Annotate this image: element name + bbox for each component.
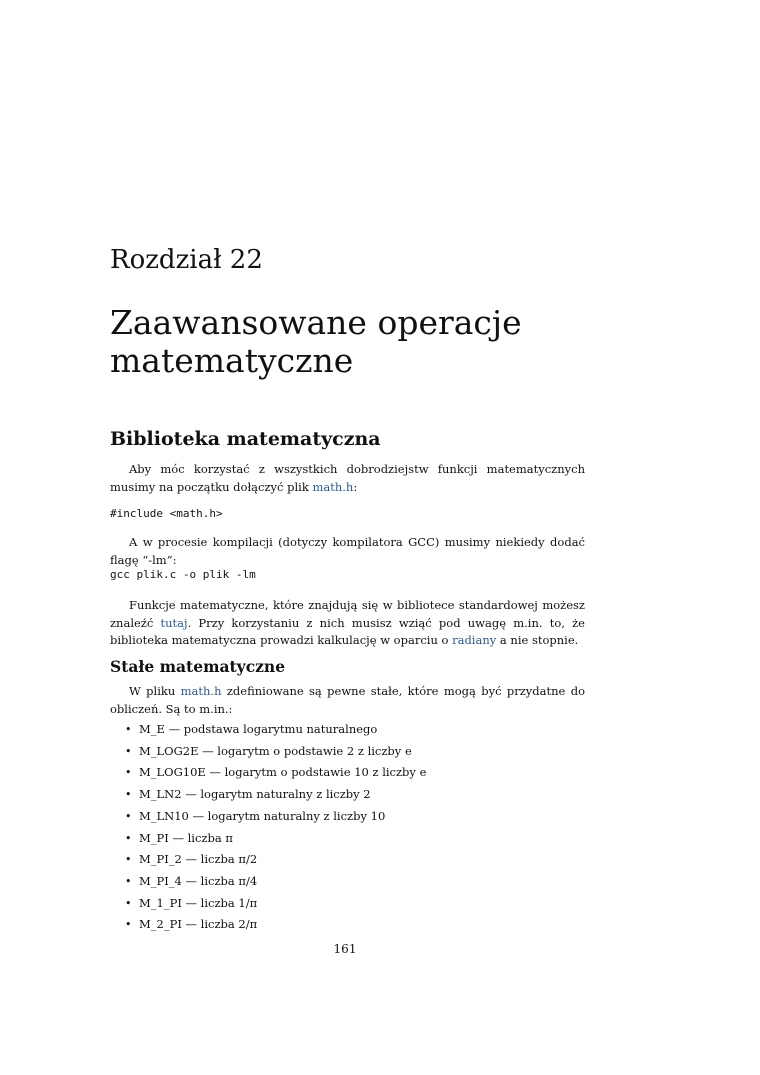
subsection-title: Stałe matematyczne — [110, 657, 286, 676]
bullet-icon: • — [125, 788, 132, 802]
list-item: • M_E — podstawa logarytmu naturalnego — [125, 719, 426, 741]
constants-intro-text-2: zdefiniowane są pewne stałe, które mogą być przydatne do obliczeń. Są to m.in.: — [110, 684, 585, 716]
section-title: Biblioteka matematyczna — [110, 428, 381, 450]
code-include: #include <math.h> — [110, 507, 223, 520]
chapter-title — [110, 304, 522, 380]
math-h-link-2[interactable]: math.h — [180, 684, 222, 698]
list-item: • M_1_PI — liczba 1/π — [125, 893, 426, 915]
bullet-icon: • — [125, 809, 132, 823]
chapter-title-line-1: Zaawansowane operacje — [110, 303, 522, 342]
paragraph-functions-text-1: Funkcje matematyczne, które znajdują się w bibliotece standardowej możesz znaleźć — [110, 598, 585, 630]
constants-intro-text-1: W pliku — [129, 684, 181, 698]
bullet-icon: • — [125, 896, 132, 910]
chapter-title-line-2: matematyczne — [110, 341, 354, 380]
constants-list — [125, 719, 426, 936]
bullet-icon: • — [125, 831, 132, 845]
paragraph-constants-intro — [110, 683, 585, 718]
list-item: • M_LOG2E — logarytm o podstawie 2 z liczby e — [125, 741, 426, 763]
list-item: • M_LOG10E — logarytm o podstawie 10 z liczby e — [125, 762, 426, 784]
bullet-icon: • — [125, 918, 132, 932]
paragraph-intro-end: : — [353, 479, 358, 494]
paragraph-compile — [110, 534, 585, 569]
list-item: • M_LN2 — logarytm naturalny z liczby 2 — [125, 784, 426, 806]
paragraph-functions-text-3: a nie stopnie. — [496, 633, 579, 647]
bullet-icon: • — [125, 766, 132, 780]
radiany-link[interactable]: radiany — [452, 633, 497, 647]
paragraph-functions — [110, 597, 585, 650]
list-item: • M_PI_2 — liczba π/2 — [125, 849, 426, 871]
chapter-label: Rozdział 22 — [110, 245, 263, 275]
bullet-icon: • — [125, 744, 132, 758]
list-item: • M_2_PI — liczba 2/π — [125, 914, 426, 936]
paragraph-functions-text-2: . Przy korzystaniu z nich musisz wziąć pod uwagę m.in. to, że biblioteka matematyczna prowadzi kalkulację w oparciu o — [110, 615, 585, 647]
list-item: • M_PI — liczba π — [125, 828, 426, 850]
math-h-link[interactable]: math.h — [312, 479, 354, 494]
paragraph-compile-text: A w procesie kompilacji (dotyczy kompilatora GCC) musimy niekiedy dodać flagę “-lm”: — [110, 535, 585, 567]
bullet-icon: • — [125, 853, 132, 867]
code-gcc: gcc plik.c -o plik -lm — [110, 568, 256, 581]
list-item: • M_LN10 — logarytm naturalny z liczby 10 — [125, 806, 426, 828]
paragraph-intro-text: Aby móc korzystać z wszystkich dobrodziejstw funkcji matematycznych musimy na początku dołączyć plik — [110, 462, 585, 494]
page-number: 161 — [333, 942, 357, 956]
bullet-icon: • — [125, 874, 132, 888]
bullet-icon: • — [125, 723, 132, 736]
paragraph-intro — [110, 461, 585, 496]
list-item: • M_PI_4 — liczba π/4 — [125, 871, 426, 893]
tutaj-link[interactable]: tutaj — [160, 615, 188, 630]
